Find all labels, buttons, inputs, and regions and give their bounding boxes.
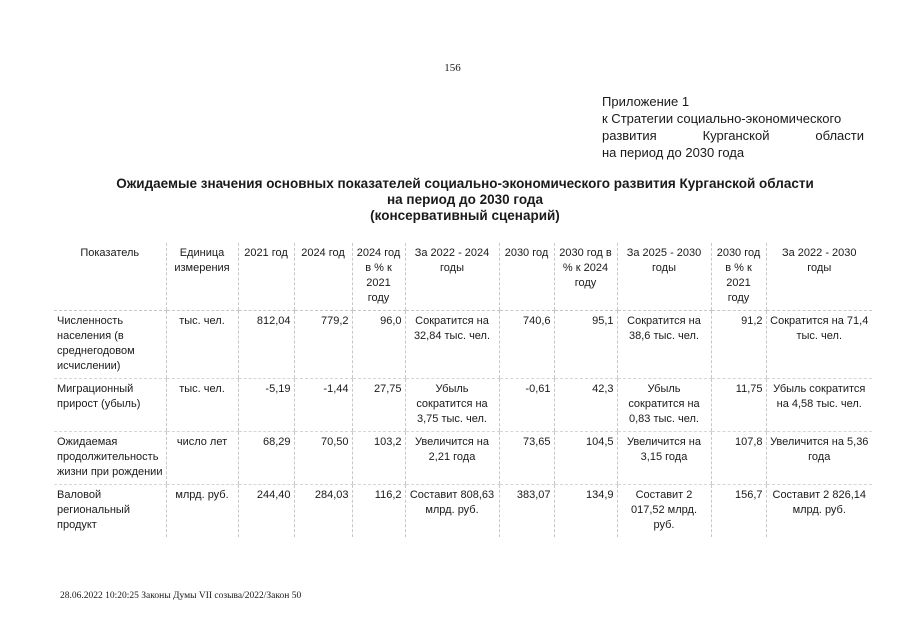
- appendix-line-justified: [602, 127, 864, 144]
- column-header: 2030 год: [499, 243, 554, 311]
- column-header: За 2022 - 2030 годы: [766, 243, 872, 311]
- value-2024: 70,50: [294, 432, 352, 485]
- unit-cell: число лет: [166, 432, 238, 485]
- value-2030: 740,6: [499, 311, 554, 379]
- indicator-name: Численность населения (в среднегодовом исчислении): [54, 311, 166, 379]
- indicator-name: Валовой региональный продукт: [57, 489, 130, 531]
- value-2024: 779,2: [294, 311, 352, 379]
- change-2022-2030: Убыль сократится на 4,58 тыс. чел.: [766, 379, 872, 432]
- column-header: 2024 год: [294, 243, 352, 311]
- change-2022-2030: Составит 2 826,14 млрд. руб.: [766, 485, 872, 538]
- table-row: [54, 432, 872, 485]
- table-row: [54, 485, 872, 538]
- appendix-word: развития: [602, 128, 657, 143]
- indicators-table: [54, 243, 872, 537]
- unit-cell: тыс. чел.: [166, 379, 238, 432]
- column-header: За 2022 - 2024 годы: [405, 243, 499, 311]
- value-2024: 284,03: [294, 485, 352, 538]
- title-line: Ожидаемые значения основных показателей социально-экономического развития Курганской области: [116, 176, 814, 191]
- change-2025-2030: Убыль сократится на 0,83 тыс. чел.: [617, 379, 711, 432]
- page-number: 156: [444, 62, 461, 74]
- change-2022-2024: Убыль сократится на 3,75 тыс. чел.: [405, 379, 499, 432]
- title-line: (консервативный сценарий): [370, 208, 560, 223]
- value-2024: -1,44: [294, 379, 352, 432]
- indicator-name: Миграционный прирост (убыль): [54, 379, 166, 432]
- column-header: 2030 год в % к 2021 году: [711, 243, 766, 311]
- percent-2030-2024: 42,3: [554, 379, 617, 432]
- appendix-word: области: [815, 128, 864, 143]
- change-2025-2030: Увеличится на 3,15 года: [617, 432, 711, 485]
- percent-2030-2021: 156,7: [711, 485, 766, 538]
- value-2030: 73,65: [499, 432, 554, 485]
- column-header: 2024 год в % к 2021 году: [352, 243, 405, 311]
- change-2025-2030: Сократится на 38,6 тыс. чел.: [617, 311, 711, 379]
- unit-cell: тыс. чел.: [166, 311, 238, 379]
- percent-2024-2021: 116,2: [352, 485, 405, 538]
- table-header-row: [54, 243, 872, 311]
- change-2022-2024: Сократится на 32,84 тыс. чел.: [405, 311, 499, 379]
- appendix-line: к Стратегии социально-экономического: [602, 111, 842, 126]
- change-2022-2030: Увеличится на 5,36 года: [766, 432, 872, 485]
- percent-2024-2021: 27,75: [352, 379, 405, 432]
- table-row: [54, 311, 872, 379]
- value-2021: -5,19: [238, 379, 294, 432]
- percent-2030-2021: 91,2: [711, 311, 766, 379]
- change-2022-2024: Увеличится на 2,21 года: [405, 432, 499, 485]
- column-header: Единица измерения: [166, 243, 238, 311]
- value-2030: -0,61: [499, 379, 554, 432]
- document-title: [40, 176, 890, 224]
- value-2021: 812,04: [238, 311, 294, 379]
- percent-2024-2021: 96,0: [352, 311, 405, 379]
- value-2021: 68,29: [238, 432, 294, 485]
- column-header: За 2025 - 2030 годы: [617, 243, 711, 311]
- percent-2024-2021: 103,2: [352, 432, 405, 485]
- value-2021: 244,40: [238, 485, 294, 538]
- percent-2030-2024: 95,1: [554, 311, 617, 379]
- appendix-word: Курганской: [702, 128, 770, 143]
- percent-2030-2021: 11,75: [711, 379, 766, 432]
- percent-2030-2024: 104,5: [554, 432, 617, 485]
- unit-cell: млрд. руб.: [166, 485, 238, 538]
- appendix-line: Приложение 1: [602, 94, 690, 109]
- percent-2030-2021: 107,8: [711, 432, 766, 485]
- title-line: на период до 2030 года: [387, 192, 543, 207]
- appendix-block: [602, 93, 864, 161]
- column-header: 2030 год в % к 2024 году: [554, 243, 617, 311]
- table-row: [54, 379, 872, 432]
- column-header: Показатель: [54, 243, 166, 311]
- change-2022-2030: Сократится на 71,4 тыс. чел.: [766, 311, 872, 379]
- change-2025-2030: Составит 2 017,52 млрд. руб.: [617, 485, 711, 538]
- change-2022-2024: Составит 808,63 млрд. руб.: [405, 485, 499, 538]
- value-2030: 383,07: [499, 485, 554, 538]
- appendix-line: на период до 2030 года: [602, 145, 745, 160]
- footer-stamp: 28.06.2022 10:20:25 Законы Думы VII созыва/2022/Закон 50: [60, 591, 302, 601]
- percent-2030-2024: 134,9: [554, 485, 617, 538]
- indicator-name: Ожидаемая продолжительность жизни при рождении: [54, 432, 166, 485]
- column-header: 2021 год: [238, 243, 294, 311]
